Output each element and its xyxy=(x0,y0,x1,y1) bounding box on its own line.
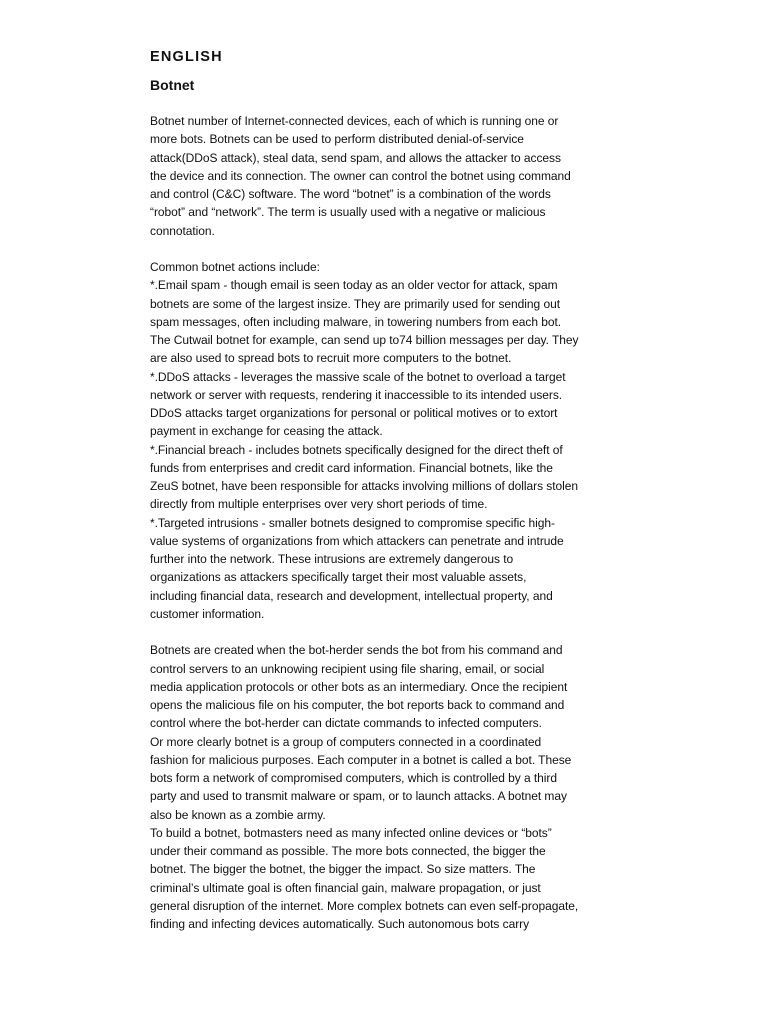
text-line: ZeuS botnet, have been responsible for attacks involving millions of dollars stolen xyxy=(150,479,579,493)
text-line: and control (C&C) software. The word “botnet” is a combination of the words xyxy=(150,187,551,201)
text-line: botnets are some of the largest insize. They are primarily used for sending out xyxy=(150,296,560,311)
text-line: payment in exchange for ceasing the attack. xyxy=(150,424,383,439)
text-line: the device and its connection. The owner can control the botnet using command xyxy=(150,168,571,183)
text-line: *.DDoS attacks - leverages the massive scale of the botnet to overload a target xyxy=(150,369,566,384)
text-line: Or more clearly botnet is a group of computers connected in a coordinated xyxy=(150,734,542,749)
text-line: finding and infecting devices automatically. Such autonomous bots carry xyxy=(150,917,530,931)
text-line: control servers to an unknowing recipient using file sharing, email, or social xyxy=(150,661,545,676)
text-line: are also used to spread bots to recruit more computers to the botnet. xyxy=(150,351,512,366)
text-line: network or server with requests, rendering it inaccessible to its intended users. xyxy=(150,387,563,402)
document-page xyxy=(150,47,630,933)
text-line: DDoS attacks target organizations for personal or political motives or to extort xyxy=(150,406,558,420)
text-line: opens the malicious file on his computer, the bot reports back to command and xyxy=(150,698,565,712)
document-body xyxy=(150,112,630,933)
text-line: Botnet number of Internet-connected devices, each of which is running one or xyxy=(150,114,559,128)
document-title: Botnet xyxy=(150,77,195,93)
text-line: bots form a network of compromised computers, which is controlled by a third xyxy=(150,771,557,785)
text-line: *.Financial breach - includes botnets specifically designed for the direct theft of xyxy=(150,442,563,457)
text-line: more bots. Botnets can be used to perform distributed denial-of-service xyxy=(150,132,524,147)
text-line: directly from multiple enterprises over very short periods of time. xyxy=(150,497,488,512)
text-line: connotation. xyxy=(150,223,215,238)
text-line: The Cutwail botnet for example, can send up to74 billion messages per day. They xyxy=(150,333,579,347)
text-line: botnet. The bigger the botnet, the bigger the impact. So size matters. The xyxy=(150,862,536,877)
paragraph-gap xyxy=(150,240,630,258)
text-line: under their command as possible. The more bots connected, the bigger the xyxy=(150,844,546,858)
text-line: control where the bot-herder can dictate commands to infected computers. xyxy=(150,716,542,731)
text-line: criminal’s ultimate goal is often financial gain, malware propagation, or just xyxy=(150,880,541,895)
text-line: general disruption of the internet. More complex botnets can even self-propagate, xyxy=(150,898,579,913)
text-line: Common botnet actions include: xyxy=(150,260,320,274)
text-line: Botnets are created when the bot-herder sends the bot from his command and xyxy=(150,643,563,658)
paragraph-gap xyxy=(150,623,630,641)
document-header: ENGLISH xyxy=(150,49,223,65)
text-line: “robot” and “network”. The term is usually used with a negative or malicious xyxy=(150,205,546,220)
text-line: organizations as attackers specifically target their most valuable assets, xyxy=(150,570,527,585)
text-line: funds from enterprises and credit card information. Financial botnets, like the xyxy=(150,460,553,475)
text-line: To build a botnet, botmasters need as many infected online devices or “bots” xyxy=(150,825,552,840)
text-line: including financial data, research and development, intellectual property, and xyxy=(150,588,553,603)
text-line: also be known as a zombie army. xyxy=(150,807,326,822)
text-line: *.Email spam - though email is seen today as an older vector for attack, spam xyxy=(150,278,558,293)
text-line: media application protocols or other bots as an intermediary. Once the recipient xyxy=(150,679,568,694)
text-line: fashion for malicious purposes. Each computer in a botnet is called a bot. These xyxy=(150,752,572,767)
text-line: spam messages, often including malware, in towering numbers from each bot. xyxy=(150,314,562,329)
text-line: *.Targeted intrusions - smaller botnets designed to compromise specific high- xyxy=(150,515,555,530)
text-line: value systems of organizations from which attackers can penetrate and intrude xyxy=(150,533,564,548)
text-line: attack(DDoS attack), steal data, send spam, and allows the attacker to access xyxy=(150,150,561,165)
text-line: further into the network. These intrusions are extremely dangerous to xyxy=(150,552,514,566)
text-line: party and used to transmit malware or spam, or to launch attacks. A botnet may xyxy=(150,789,567,804)
text-line: customer information. xyxy=(150,606,265,621)
